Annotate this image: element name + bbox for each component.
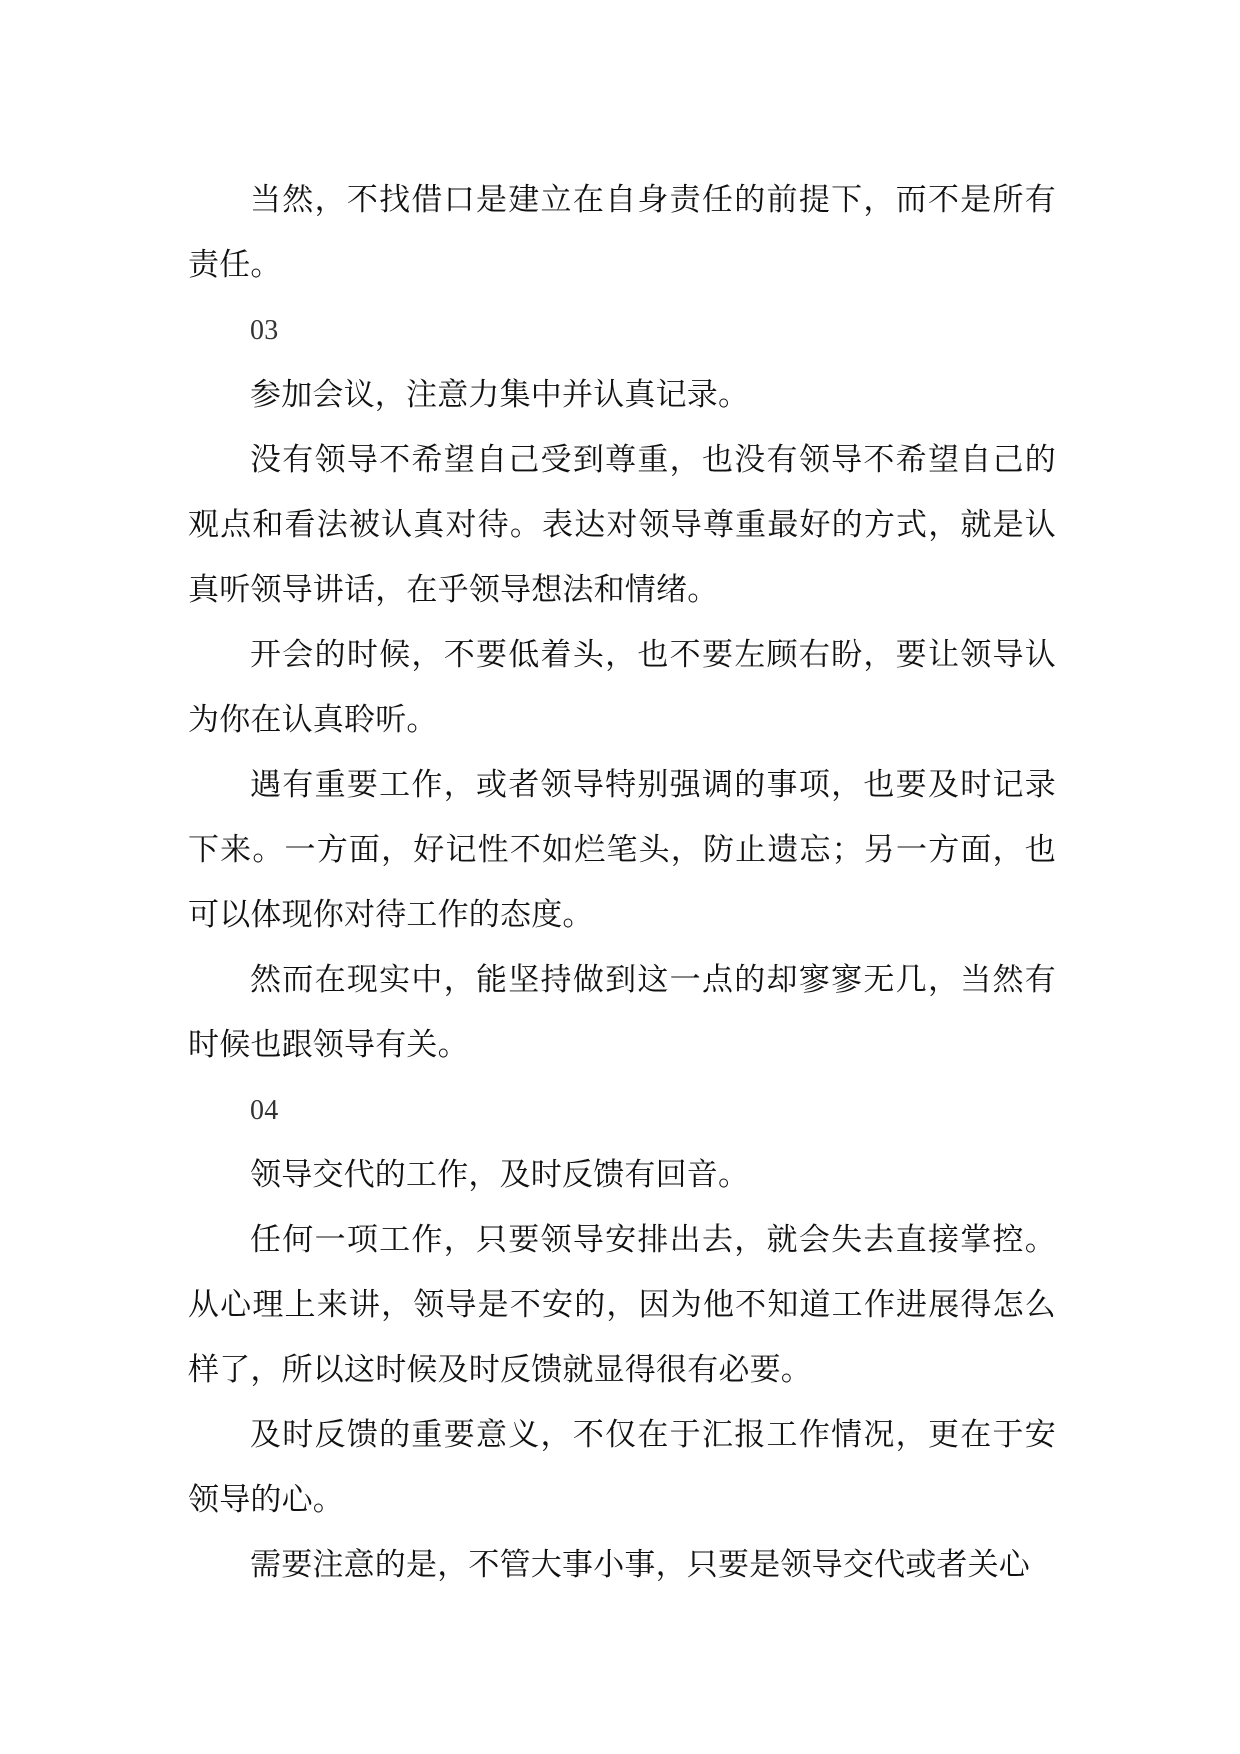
paragraph-feedback-heading: 领导交代的工作，及时反馈有回音。 [250, 1157, 750, 1193]
paragraph-no-excuses: 当然，不找借口是建立在自身责任的前提下，而不是所有责任。 [188, 182, 1056, 283]
section-number-03: 03 [250, 315, 279, 346]
paragraph-note: 需要注意的是，不管大事小事，只要是领导交代或者关心 [250, 1547, 1030, 1583]
document-page [188, 168, 1056, 1598]
paragraph-feedback-meaning: 及时反馈的重要意义，不仅在于汇报工作情况，更在于安领导的心。 [188, 1417, 1056, 1518]
paragraph-take-notes: 遇有重要工作，或者领导特别强调的事项，也要及时记录下来。一方面，好记性不如烂笔头，防止遗忘；另一方面，也可以体现你对待工作的态度。 [188, 767, 1056, 933]
paragraph-meeting-heading: 参加会议，注意力集中并认真记录。 [250, 377, 750, 413]
paragraph-meeting-posture: 开会的时候，不要低着头，也不要左顾右盼，要让领导认为你在认真聆听。 [188, 637, 1056, 738]
paragraph-loss-of-control: 任何一项工作，只要领导安排出去，就会失去直接掌控。从心理上来讲，领导是不安的，因为他不知道工作进展得怎么样了，所以这时候及时反馈就显得很有必要。 [188, 1222, 1056, 1388]
section-number-04: 04 [250, 1095, 279, 1126]
paragraph-respect: 没有领导不希望自己受到尊重，也没有领导不希望自己的观点和看法被认真对待。表达对领导尊重最好的方式，就是认真听领导讲话，在乎领导想法和情绪。 [188, 442, 1056, 608]
paragraph-reality: 然而在现实中，能坚持做到这一点的却寥寥无几，当然有时候也跟领导有关。 [188, 962, 1056, 1063]
